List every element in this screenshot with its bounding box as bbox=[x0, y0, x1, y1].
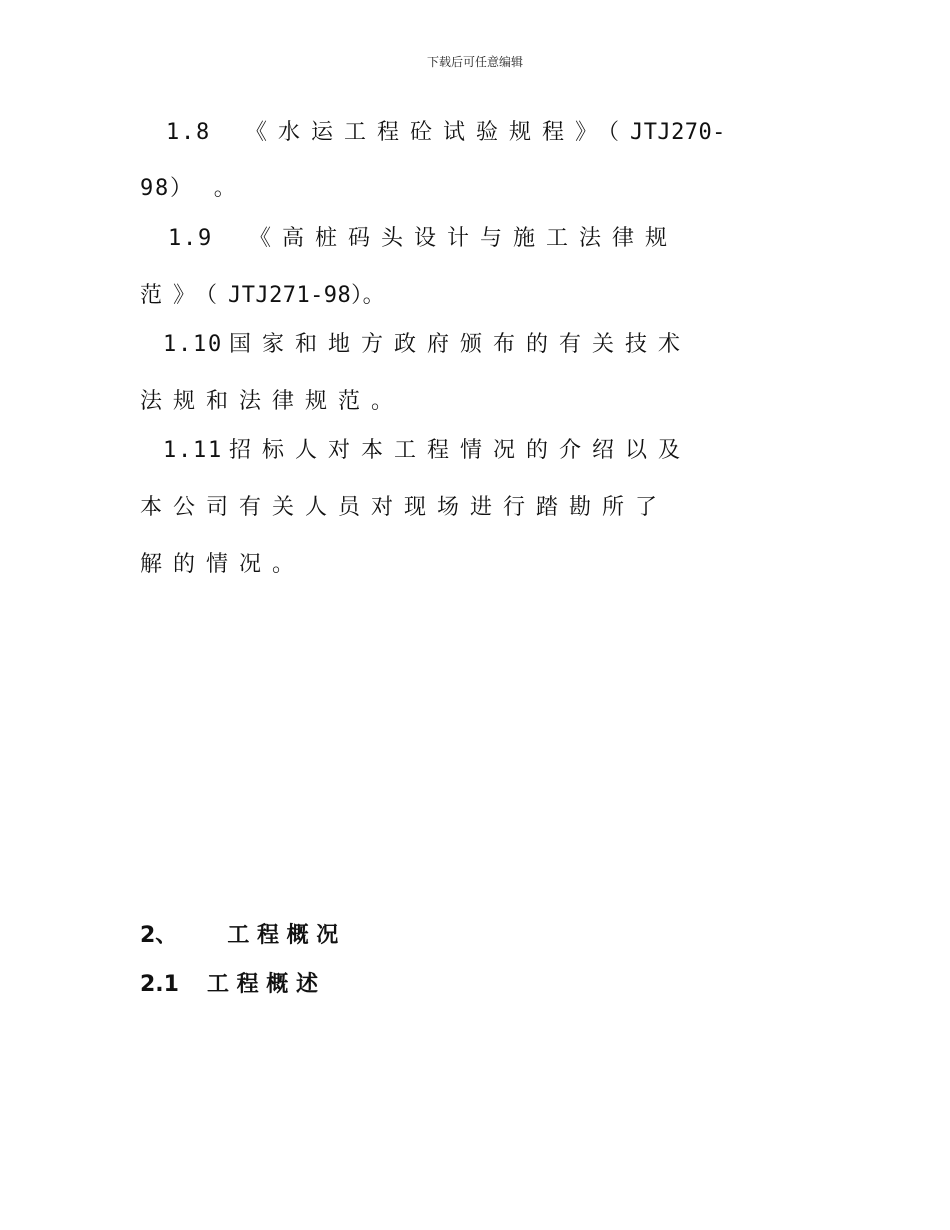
item-1-8-number: 1.8 bbox=[166, 120, 212, 145]
section-2-heading bbox=[140, 925, 338, 947]
item-1-11-number: 1.11 bbox=[163, 438, 224, 463]
item-1-9-number: 1.9 bbox=[168, 226, 214, 251]
item-1-9-line-1 bbox=[168, 228, 678, 250]
section-2-number: 2、 bbox=[140, 923, 178, 948]
section-2-title: 工 程 概 况 bbox=[227, 923, 339, 948]
item-1-10-text: 国家和地方政府颁布的有关技术 bbox=[229, 332, 692, 357]
item-1-11-line-3 bbox=[140, 554, 305, 576]
item-1-11-text: 招标人对本工程情况的介绍以及 bbox=[229, 438, 692, 463]
item-1-10-number: 1.10 bbox=[163, 332, 224, 357]
item-1-8-text: 《水运工程砼试验规程》（ bbox=[245, 120, 631, 145]
item-1-11-line-1 bbox=[163, 440, 691, 462]
item-1-10-continuation: 法规和法律规范。 bbox=[140, 389, 405, 414]
item-1-11-continuation-1: 本公司有关人员对现场进行踏勘所了 bbox=[140, 495, 669, 520]
section-2-1-title: 工 程 概 述 bbox=[206, 972, 318, 997]
item-1-9-line-2 bbox=[140, 285, 396, 307]
item-1-9-text: 《高桩码头设计与施工法律规 bbox=[249, 226, 679, 251]
item-1-8-line-1 bbox=[166, 122, 726, 144]
section-2-1-heading bbox=[140, 974, 318, 996]
item-1-9-continuation: 范》（ bbox=[140, 283, 229, 308]
item-1-9-code: JTJ271-98） bbox=[228, 283, 363, 308]
item-1-9-end: 。 bbox=[362, 283, 396, 308]
item-1-11-line-2 bbox=[140, 497, 668, 519]
page-header: 下载后可任意编辑 bbox=[426, 55, 523, 69]
item-1-10-line-2 bbox=[140, 391, 404, 413]
section-2-1-number: 2.1 bbox=[140, 972, 179, 997]
item-1-8-line-2 bbox=[140, 178, 247, 200]
item-1-11-continuation-2: 解的情况。 bbox=[140, 552, 306, 577]
item-1-8-continuation: 98） bbox=[140, 176, 194, 201]
item-1-8-code: JTJ270- bbox=[630, 120, 726, 145]
item-1-8-end: 。 bbox=[213, 176, 247, 201]
item-1-10-line-1 bbox=[163, 334, 691, 356]
